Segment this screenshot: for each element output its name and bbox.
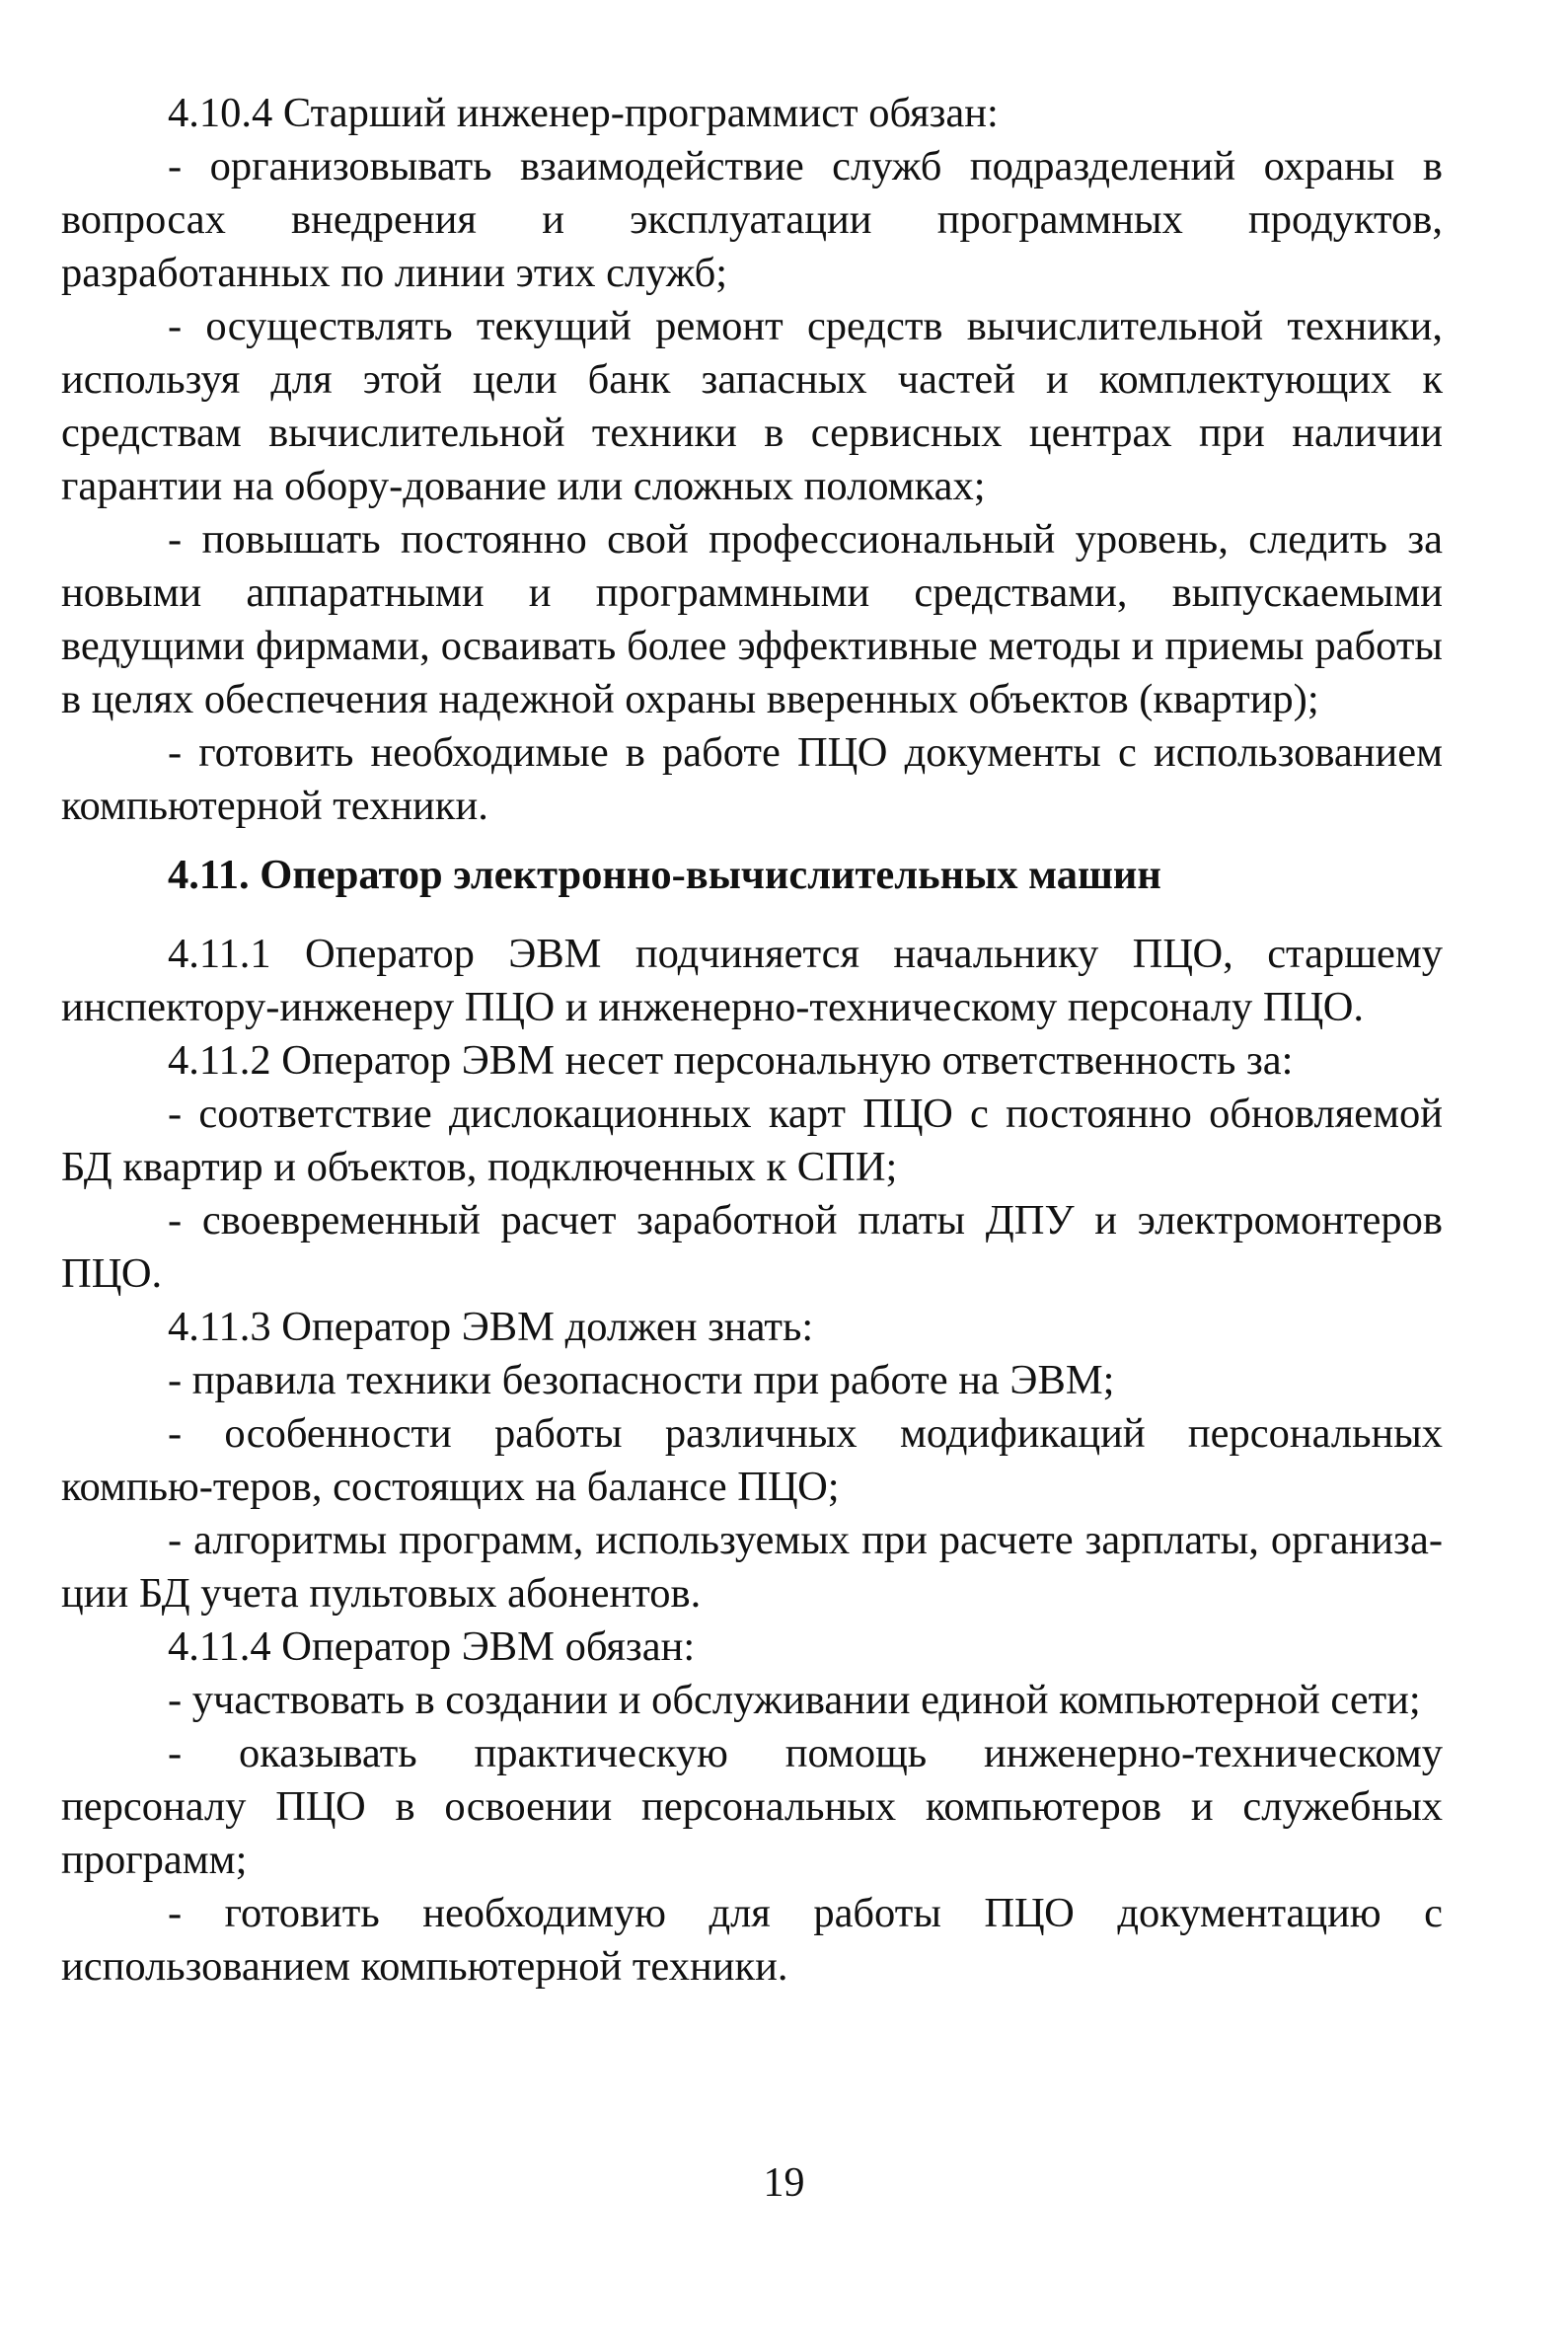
clause-4-11-4-item-1: - участвовать в создании и обслуживании единой компьютерной сети;: [168, 1677, 1421, 1723]
clause-4-11-4-item-3: - готовить необходимую для работы ПЦО документацию с использованием компьютерной техники.: [61, 1890, 1443, 1990]
clause-4-10-4-item-1: - организовывать взаимодействие служб подразделений охраны в вопросах внедрения и эксплуатации программных продуктов, разработанных по линии этих служб;: [61, 143, 1443, 296]
clause-4-11-3-item-1: - правила техники безопасности при работе на ЭВМ;: [168, 1357, 1115, 1403]
clause-4-11-3-item-3: - алгоритмы программ, используемых при расчете зарплаты, организа-ции БД учета пультовых абонентов.: [61, 1517, 1443, 1617]
clause-4-10-4-item-3: - повышать постоянно свой профессиональный уровень, следить за новыми аппаратными и программными средствами, выпускаемыми ведущими фирмами, осваивать более эффективные методы и приемы работы в целях обеспечения надежной охраны вверенных объектов (квартир);: [61, 516, 1443, 722]
page-number: 19: [763, 2160, 805, 2206]
clause-4-11-4-item-2: - оказывать практическую помощь инженерно-техническому персоналу ПЦО в освоении персональных компьютеров и служебных программ;: [61, 1730, 1443, 1883]
clause-4-11-2-heading: 4.11.2 Оператор ЭВМ несет персональную ответственность за:: [168, 1037, 1294, 1084]
clause-4-11-3-heading: 4.11.3 Оператор ЭВМ должен знать:: [168, 1304, 814, 1350]
clause-4-11-1: 4.11.1 Оператор ЭВМ подчиняется начальнику ПЦО, старшему инспектору-инженеру ПЦО и инженерно-техническому персоналу ПЦО.: [61, 931, 1443, 1030]
clause-4-11-2-item-1: - соответствие дислокационных карт ПЦО с постоянно обновляемой БД квартир и объектов, подключенных к СПИ;: [61, 1091, 1443, 1190]
clause-4-10-4-item-4: - готовить необходимые в работе ПЦО документы с использованием компьютерной техники.: [61, 729, 1443, 829]
document-page: [61, 87, 1443, 1994]
clause-4-11-2-item-2: - своевременный расчет заработной платы ДПУ и электромонтеров ПЦО.: [61, 1197, 1443, 1297]
section-4-11-title: 4.11. Оператор электронно-вычислительных машин: [168, 852, 1161, 898]
clause-4-10-4-item-2: - осуществлять текущий ремонт средств вычислительной техники, используя для этой цели банк запасных частей и комплектующих к средствам вычислительной техники в сервисных центрах при наличии гарантии на обору-дование или сложных поломках;: [61, 303, 1443, 509]
clause-4-10-4-heading: 4.10.4 Старший инженер-программист обязан:: [168, 90, 999, 136]
clause-4-11-4-heading: 4.11.4 Оператор ЭВМ обязан:: [168, 1623, 696, 1670]
clause-4-11-3-item-2: - особенности работы различных модификаций персональных компью-теров, состоящих на балансе ПЦО;: [61, 1410, 1443, 1510]
